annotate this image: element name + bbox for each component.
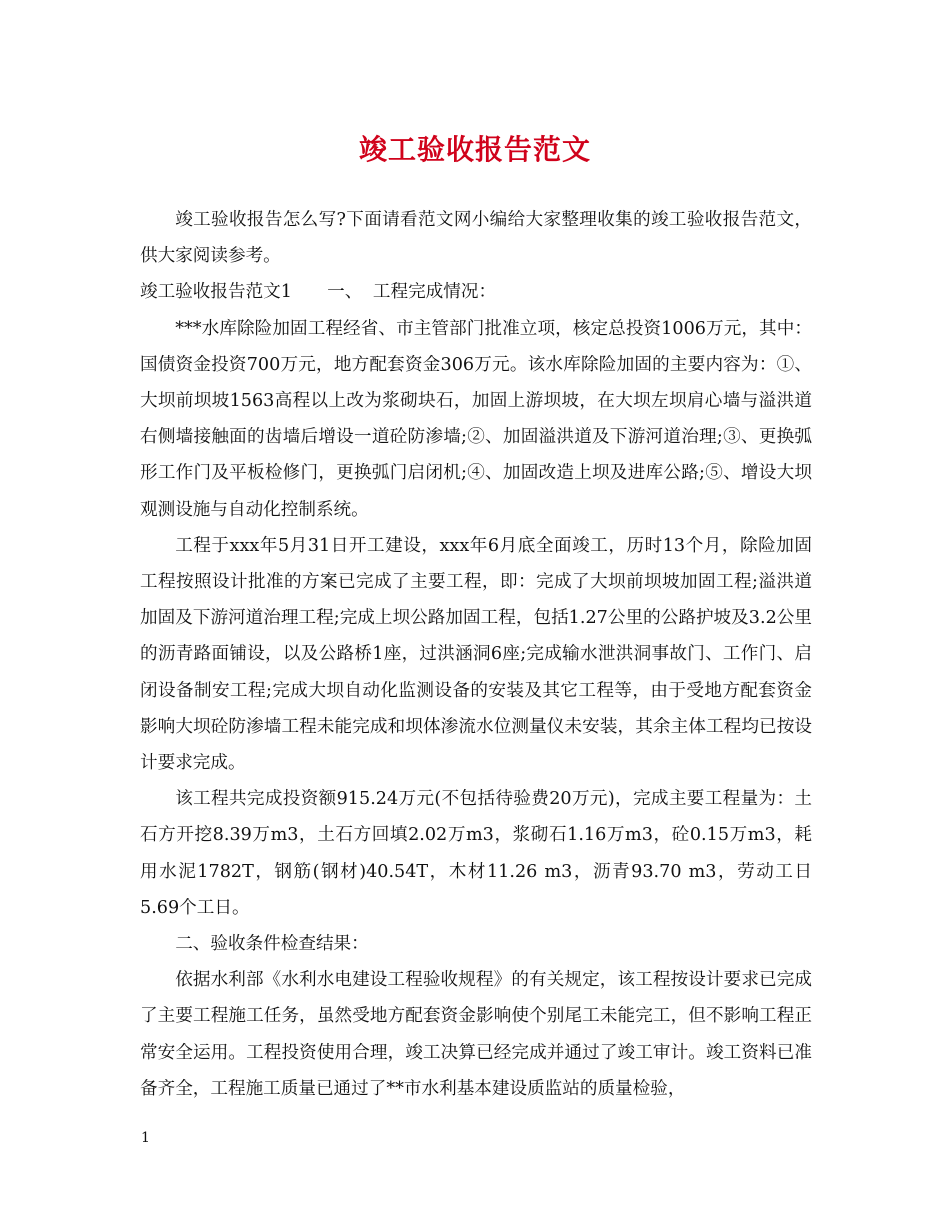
section-two-heading: 二、验收条件检查结果： <box>175 934 369 955</box>
sample-label: 竣工验收报告范文1 <box>140 282 292 303</box>
document-title: 竣工验收报告范文 <box>358 133 591 166</box>
page-number: 1 <box>141 1130 150 1146</box>
project-overview-paragraph: ***水库除险加固工程经省、市主管部门批准立项，核定总投资1006万元，其中：国债资金投资700万元，地方配套资金306万元。该水库除险加固的主要内容为：①、大坝前坝坡1563高程以上改为浆砌块石，加固上游坝坡，在大坝左坝肩心墙与溢洪道右侧墙接触面的齿墙后增设一道砼防渗墙;②、加固溢洪道及下游河道治理;③、更换弧形工作门及平板检修门，更换弧门启闭机;④、加固改造上坝及进库公路;⑤、增设大坝观测设施与自动化控制系统。 <box>140 318 812 520</box>
intro-paragraph: 竣工验收报告怎么写?下面请看范文网小编给大家整理收集的竣工验收报告范文，供大家阅读参考。 <box>140 210 812 267</box>
document-body <box>140 202 812 1107</box>
section-heading-line <box>140 274 812 310</box>
acceptance-conditions-paragraph: 依据水利部《水利水电建设工程验收规程》的有关规定，该工程按设计要求已完成了主要工程施工任务，虽然受地方配套资金影响使个别尾工未能完工，但不影响工程正常安全运用。工程投资使用合理，竣工决算已经完成并通过了竣工审计。竣工资料已准备齐全，工程施工质量已通过了**市水利基本建设质监站的质量检验， <box>140 970 812 1099</box>
construction-progress-paragraph: 工程于xxx年5月31日开工建设，xxx年6月底全面竣工，历时13个月，除险加固工程按照设计批准的方案已完成了主要工程，即：完成了大坝前坝坡加固工程;溢洪道加固及下游河道治理工程;完成上坝公路加固工程，包括1.27公里的公路护坡及3.2公里的沥青路面铺设，以及公路桥1座，过洪涵洞6座;完成输水泄洪洞事故门、工作门、启闭设备制安工程;完成大坝自动化监测设备的安装及其它工程等，由于受地方配套资金影响大坝砼防渗墙工程未能完成和坝体渗流水位测量仪未安装，其余主体工程均已按设计要求完成。 <box>140 535 812 774</box>
investment-quantities-paragraph: 该工程共完成投资额915.24万元(不包括待验费20万元)，完成主要工程量为：土石方开挖8.39万m3，土石方回填2.02万m3，浆砌石1.16万m3，砼0.15万m3，耗用水泥1782T，钢筋(钢材)40.54T，木材11.26 m3，沥青93.70 m3，劳动工日5.69个工日。 <box>140 789 812 918</box>
section-heading: 工程完成情况： <box>372 282 497 303</box>
section-number: 一、 <box>327 282 363 303</box>
